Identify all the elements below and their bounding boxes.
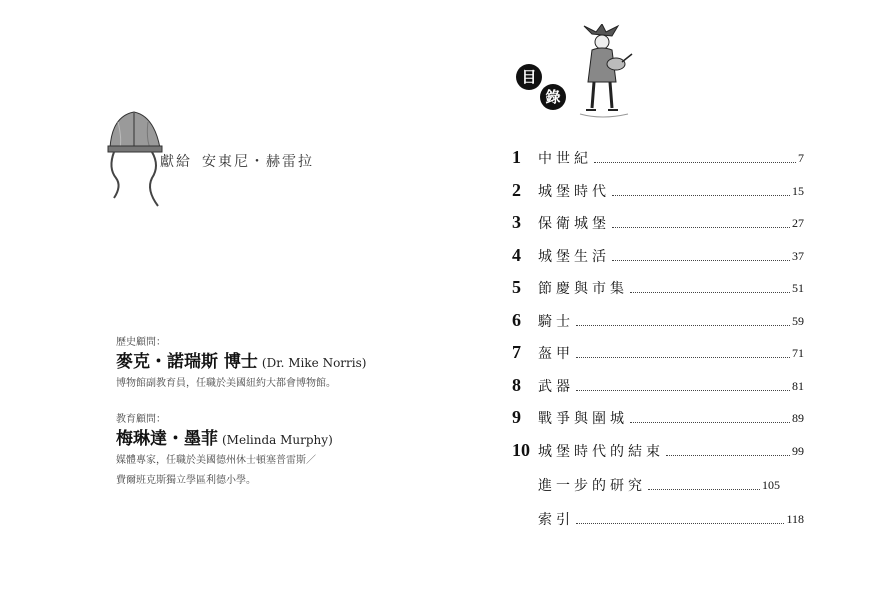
advisor-role-history: 歷史顧問： <box>116 337 166 348</box>
toc-chapter-title: 城堡生活 <box>538 249 610 265</box>
toc-leader-dots <box>576 389 790 391</box>
toc-leader-dots <box>630 291 790 293</box>
toc-page-number: 51 <box>792 281 804 295</box>
toc-chapter-title: 盔甲 <box>538 346 574 362</box>
toc-page-number: 15 <box>792 184 804 198</box>
toc-leader-dots <box>612 259 790 261</box>
toc-row[interactable] <box>512 374 804 396</box>
toc-page-number: 27 <box>792 216 804 230</box>
toc-leader-dots <box>666 454 790 456</box>
advisor-desc-education <box>116 451 316 491</box>
toc-row[interactable] <box>512 146 804 168</box>
toc-page-number: 118 <box>786 512 804 526</box>
advisor-name-en: (Melinda Murphy) <box>222 433 333 447</box>
toc-leader-dots <box>576 324 790 326</box>
toc-chapter-number: 1 <box>512 147 521 167</box>
toc-chapter-number: 9 <box>512 407 521 427</box>
toc-page-number: 105 <box>762 478 780 492</box>
toc-chapter-number: 5 <box>512 277 521 297</box>
advisor-name-education <box>116 424 333 449</box>
toc-page-number: 81 <box>792 379 804 393</box>
toc-chapter-title: 城堡時代 <box>538 184 610 200</box>
toc-row[interactable] <box>512 179 804 201</box>
toc-row[interactable] <box>512 244 804 266</box>
toc-chapter-number: 6 <box>512 310 521 330</box>
toc-chapter-number: 2 <box>512 180 521 200</box>
toc-chapter-title: 騎士 <box>538 314 574 330</box>
toc-chapter-title: 節慶與市集 <box>538 281 628 297</box>
toc-row[interactable] <box>512 276 804 298</box>
advisor-desc-history <box>116 374 336 394</box>
toc-heading-char1: 目 <box>516 64 542 90</box>
advisor-desc-line: 費爾班克斯獨立學區利德小學。 <box>116 475 256 486</box>
toc-chapter-title: 戰爭與圍城 <box>538 411 628 427</box>
toc-leader-dots <box>576 522 784 524</box>
toc-row[interactable] <box>512 406 804 428</box>
advisor-name-zh: 麥克・諾瑞斯 博士 <box>116 352 258 372</box>
toc-leader-dots <box>612 226 790 228</box>
advisor-name-history <box>116 347 366 372</box>
toc-page-number: 99 <box>792 444 804 458</box>
toc-leader-dots <box>630 421 790 423</box>
toc-row[interactable] <box>512 309 804 331</box>
toc-chapter-title: 中世紀 <box>538 151 592 167</box>
toc-chapter-number: 10 <box>512 440 530 460</box>
dedication <box>160 151 314 171</box>
toc-leader-dots <box>648 488 760 490</box>
toc-chapter-number: 3 <box>512 212 521 232</box>
toc-chapter-title: 保衛城堡 <box>538 216 610 232</box>
toc-chapter-number: 7 <box>512 342 521 362</box>
dedication-name: 安東尼・赫雷拉 <box>202 154 314 170</box>
toc-chapter-number: 8 <box>512 375 521 395</box>
dedication-prefix: 獻給 <box>160 154 192 170</box>
jester-illustration <box>572 24 634 120</box>
toc-page-number: 37 <box>792 249 804 263</box>
toc-leader-dots <box>576 356 790 358</box>
toc-page-number: 7 <box>798 151 804 165</box>
advisor-desc-line: 博物館副教育員，任職於美國紐約大都會博物館。 <box>116 378 336 389</box>
helmet-illustration <box>104 108 166 212</box>
toc-chapter-number: 4 <box>512 245 521 265</box>
advisor-name-zh: 梅琳達・墨菲 <box>116 429 218 449</box>
toc-page-number: 89 <box>792 411 804 425</box>
toc-chapter-title: 武器 <box>538 379 574 395</box>
toc-row[interactable] <box>512 341 804 363</box>
toc-row[interactable] <box>512 507 804 529</box>
toc-row[interactable] <box>512 211 804 233</box>
advisor-desc-line: 媒體專家，任職於美國德州休士頓塞普雷斯／ <box>116 455 316 466</box>
advisor-name-en: (Dr. Mike Norris) <box>261 356 367 370</box>
toc-section-title: 進一步的研究 <box>538 478 646 494</box>
toc-leader-dots <box>612 194 790 196</box>
toc-heading-char2: 錄 <box>540 84 566 110</box>
toc-chapter-title: 城堡時代的結束 <box>538 444 664 460</box>
toc-row[interactable] <box>512 473 780 495</box>
toc-page-number: 59 <box>792 314 804 328</box>
toc-page-number: 71 <box>792 346 804 360</box>
toc-section-title: 索引 <box>538 512 574 528</box>
toc-leader-dots <box>594 161 796 163</box>
advisor-role-education: 教育顧問： <box>116 414 166 425</box>
toc-row[interactable] <box>512 439 804 461</box>
